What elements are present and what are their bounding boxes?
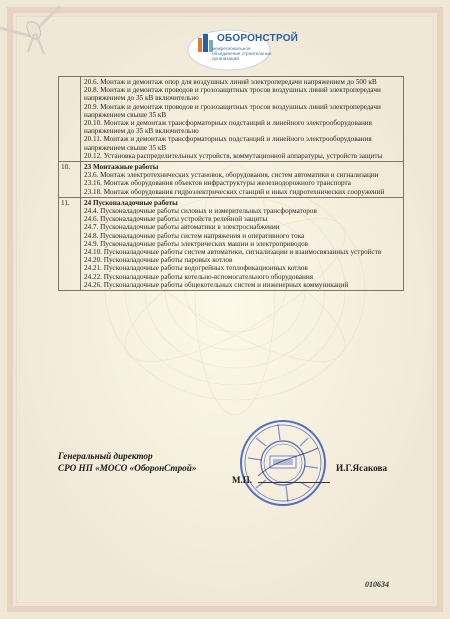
work-item: 24.9. Пусконаладочные работы электрических машин и электроприводов xyxy=(84,239,309,248)
work-item: 24.21. Пусконаладочные работы водогрейных теплофикационных котлов xyxy=(84,264,308,273)
table-row xyxy=(59,197,404,290)
work-item: 24.8. Пусконаладочные работы систем напряжения и оперативного тока xyxy=(84,231,305,240)
table-row xyxy=(59,77,404,162)
signature-line xyxy=(258,482,330,483)
ribbon-bow-icon xyxy=(0,0,70,60)
work-item: 20.10. Монтаж и демонтаж трансформаторных подстанций и линейного электрооборудования напряжением до 35 кВ включительно xyxy=(84,119,372,136)
row-number: 11. xyxy=(59,197,81,290)
work-item: 23.6. Монтаж электротехнических установок, оборудования, систем автоматики и сигнализации xyxy=(84,171,379,180)
work-item: 23.16. Монтаж оборудования объектов инфраструктуры железнодорожного транспорта xyxy=(84,179,351,188)
row-content xyxy=(81,197,404,290)
logo-subtitle: межрегиональное объединение строительных организаций xyxy=(212,46,272,61)
work-item: 24.10. Пусконаладочные работы систем автоматики, сигнализации и взаимосвязанных устройств xyxy=(84,248,382,257)
work-item: 20.8. Монтаж и демонтаж проводов и грозозащитных тросов воздушных линий электропередачи напряжением до 35 кВ включительно xyxy=(84,86,381,103)
signer-name: И.Г.Ясакова xyxy=(336,463,388,473)
logo-text: ОБОРОНСТРОЙ xyxy=(217,33,299,44)
organization-stamp xyxy=(238,418,328,508)
work-item: 24.4. Пусконаладочные работы силовых и измерительных трансформаторов xyxy=(84,207,317,216)
works-table xyxy=(58,76,404,291)
stamp-place-label: М.П. xyxy=(232,475,252,485)
table-row xyxy=(59,162,404,198)
work-item: 23.18. Монтаж оборудования гидроэлектрических станций и иных гидротехнических сооружений xyxy=(84,187,385,196)
work-item: 24.7. Пусконаладочные работы автоматики в электроснабжении xyxy=(84,223,280,232)
signatory-title xyxy=(58,450,196,474)
work-item: 20.9. Монтаж и демонтаж проводов и грозозащитных тросов воздушных линий электропередачи напряжением свыше 35 кВ xyxy=(84,102,381,119)
work-item: 20.11. Монтаж и демонтаж трансформаторных подстанций и линейного электрооборудования напряжением свыше 35 кВ xyxy=(84,135,372,152)
work-item: 20.6. Монтаж и демонтаж опор для воздушных линий электропередачи напряжением до 500 кВ xyxy=(84,78,377,86)
work-item: 24.26. Пусконаладочные работы общекотельных систем и инженерных коммуникаций xyxy=(84,280,349,289)
section-title: 23 Монтажные работы xyxy=(84,163,159,172)
serial-number: 010634 xyxy=(365,580,389,589)
row-content xyxy=(81,77,404,162)
work-item: 20.12. Установка распределительных устройств, коммутационной аппаратуры, устройств защиты xyxy=(84,151,383,160)
row-content xyxy=(81,162,404,198)
signatory-position: Генеральный директор xyxy=(58,451,153,461)
work-item: 24.6. Пусконаладочные работы устройств релейной защиты xyxy=(84,215,268,224)
section-title: 24 Пусконаладочные работы xyxy=(84,198,178,207)
row-number: 10. xyxy=(59,162,81,198)
signatory-organization: СРО НП «МОСО «ОборонСтрой» xyxy=(58,463,197,473)
work-item: 24.20. Пусконаладочные работы паровых котлов xyxy=(84,256,233,265)
work-item: 24.22. Пусконаладочные работы котельно-вспомогательного оборудования xyxy=(84,272,313,281)
row-number xyxy=(59,77,81,162)
